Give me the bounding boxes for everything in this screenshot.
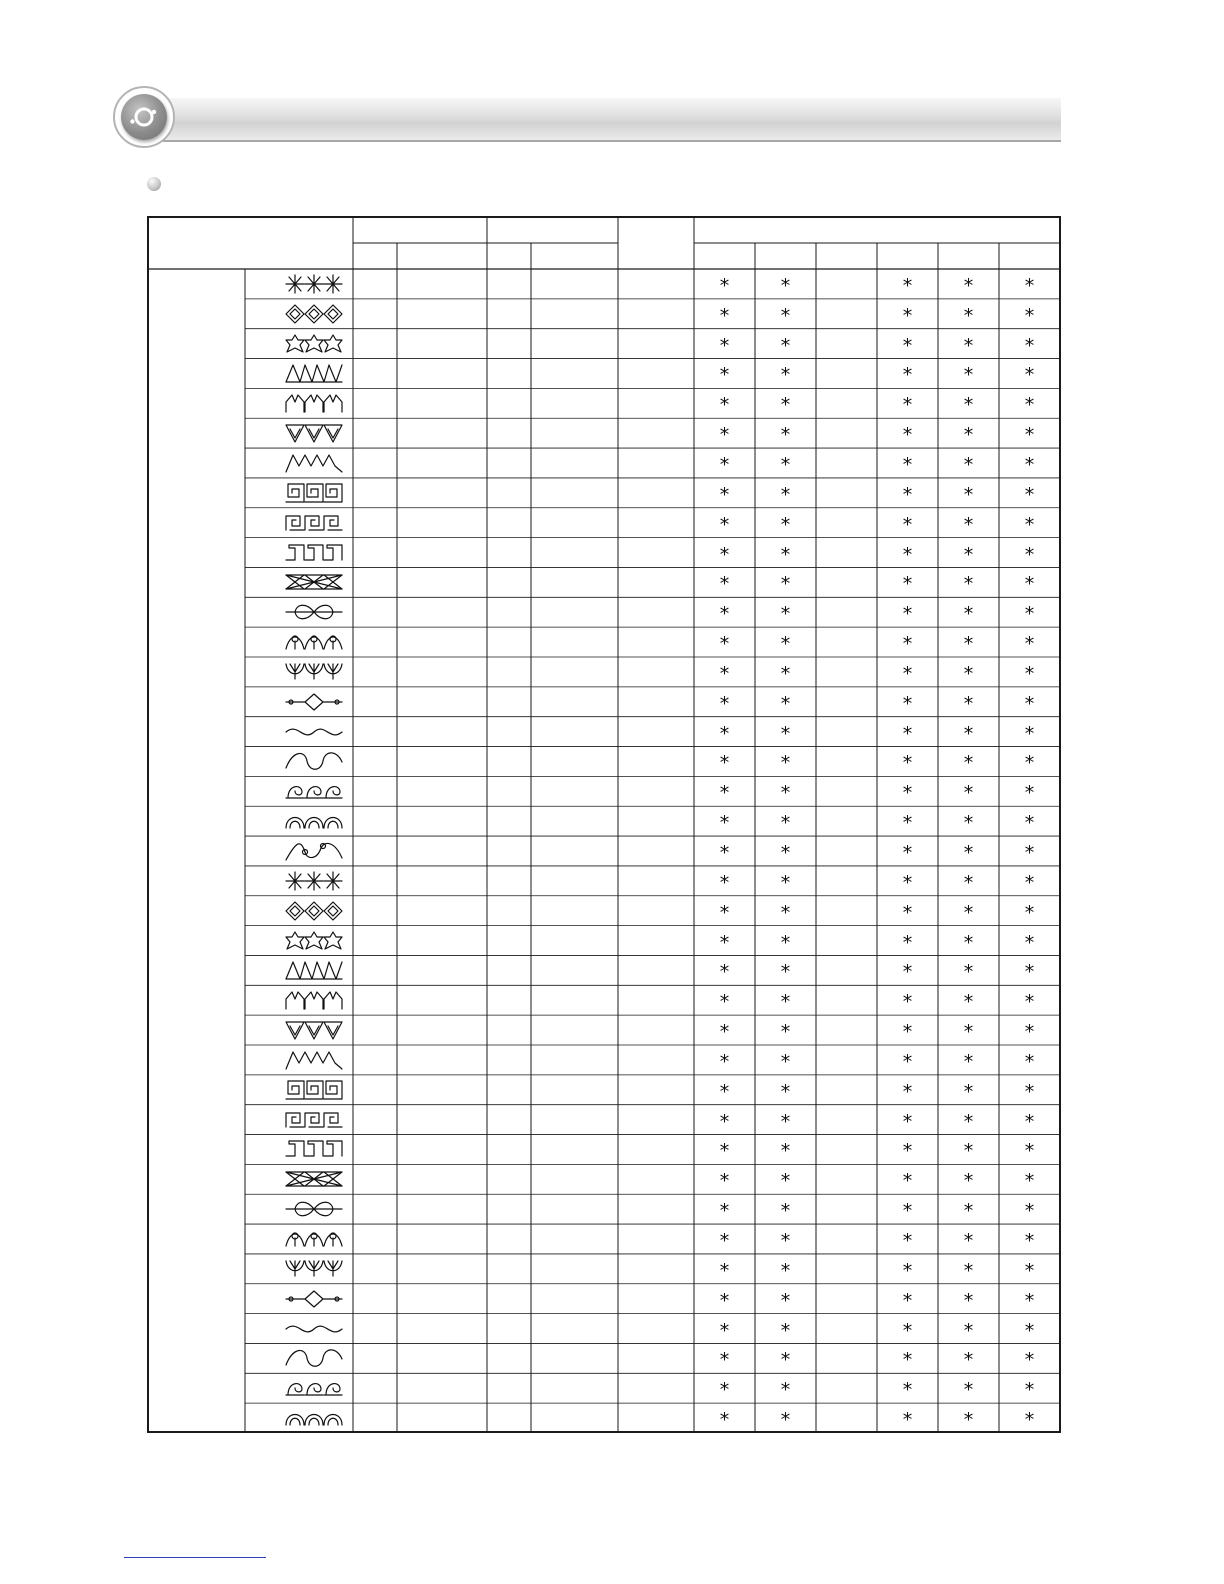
mark-cell: * (902, 424, 913, 447)
mark-cell: * (902, 543, 913, 566)
footer-underline[interactable] (124, 1557, 266, 1558)
arrow-bow-stitch-icon (283, 1077, 345, 1103)
mark-cell: * (902, 334, 913, 357)
mark-cell: * (780, 573, 791, 596)
mark-cell: * (1024, 633, 1035, 656)
mark-cell: * (963, 394, 974, 417)
curl-wave-stitch-icon (283, 838, 345, 864)
mark-cell: * (1024, 692, 1035, 715)
mark-cell: * (963, 483, 974, 506)
wave-stitch-icon (283, 808, 345, 834)
mark-cell: * (719, 842, 730, 864)
mark-cell: * (780, 1319, 791, 1342)
mark-cell: * (963, 603, 974, 626)
mark-cell: * (963, 304, 974, 327)
mark-cell: * (1024, 1050, 1035, 1073)
mark-cell: * (963, 1050, 974, 1073)
mark-cell: * (1024, 1409, 1035, 1432)
mark-cell: * (719, 991, 730, 1014)
mark-cell: * (780, 901, 791, 924)
mark-cell: * (902, 364, 913, 387)
mark-cell: * (1024, 842, 1035, 864)
mark-cell: * (1024, 1230, 1035, 1252)
mark-cell: * (902, 961, 913, 984)
mark-cell: * (719, 334, 730, 357)
mark-cell: * (780, 274, 791, 297)
section-banner (113, 86, 1061, 150)
mark-cell: * (1024, 573, 1035, 596)
mark-cell: * (1024, 1319, 1035, 1342)
mark-cell: * (719, 394, 730, 417)
zigzag-peaks-stitch-icon (283, 360, 345, 386)
mark-cell: * (719, 1289, 730, 1312)
loop-slant-stitch-icon (283, 987, 345, 1013)
mark-cell: * (719, 782, 730, 805)
knot-chain-stitch-icon (283, 868, 345, 894)
leaf-pair-stitch-icon (283, 1256, 345, 1282)
mark-cell: * (902, 1170, 913, 1193)
tulip-cups-stitch-icon (283, 659, 345, 685)
triangle-band-stitch-icon (283, 420, 345, 446)
mark-cell: * (780, 603, 791, 626)
mark-cell: * (1024, 991, 1035, 1014)
flower-sprig-stitch-icon (283, 1286, 345, 1312)
mark-cell: * (1024, 304, 1035, 327)
interlock-key-stitch-icon (283, 510, 345, 536)
mark-cell: * (780, 304, 791, 327)
mark-cell: * (902, 1319, 913, 1342)
mark-cell: * (963, 722, 974, 745)
mark-cell: * (902, 692, 913, 715)
mark-cell: * (902, 752, 913, 775)
mark-cell: * (719, 1200, 730, 1223)
mark-cell: * (1024, 812, 1035, 835)
mark-cell: * (1024, 454, 1035, 476)
mark-cell: * (963, 901, 974, 924)
mark-cell: * (902, 483, 913, 506)
mark-cell: * (780, 513, 791, 536)
mark-cell: * (719, 1140, 730, 1163)
feather-stitch-2-stitch-icon (283, 1166, 345, 1192)
mark-cell: * (963, 1230, 974, 1252)
mark-cell: * (719, 871, 730, 894)
mark-cell: * (719, 692, 730, 715)
mark-cell: * (1024, 424, 1035, 447)
mark-cell: * (780, 364, 791, 387)
mark-cell: * (902, 513, 913, 536)
mark-cell: * (902, 274, 913, 297)
mark-cell: * (1024, 603, 1035, 626)
mark-cell: * (780, 1200, 791, 1223)
mark-cell: * (902, 1080, 913, 1103)
solid-leaf-stitch-icon (283, 1405, 345, 1431)
mark-cell: * (963, 424, 974, 447)
mark-cell: * (1024, 1140, 1035, 1163)
mark-cell: * (780, 871, 791, 894)
mark-cell: * (963, 364, 974, 387)
mark-cell: * (780, 1289, 791, 1312)
arch-bell-stitch-icon (283, 1107, 345, 1133)
mark-cell: * (719, 603, 730, 626)
mark-cell: * (963, 692, 974, 715)
mark-cell: * (902, 871, 913, 894)
mark-cell: * (780, 1110, 791, 1133)
mark-cell: * (902, 1289, 913, 1312)
mark-cell: * (780, 961, 791, 984)
mark-cell: * (1024, 1021, 1035, 1044)
cup-scallop-stitch-icon (283, 898, 345, 924)
fern-leaf-stitch-icon (283, 1196, 345, 1222)
flower-vine-stitch-icon (283, 1345, 345, 1371)
mark-cell: * (963, 991, 974, 1014)
mark-cell: * (780, 424, 791, 447)
mark-cell: * (1024, 1289, 1035, 1312)
mark-cell: * (780, 782, 791, 805)
spiral-s-stitch-icon (283, 778, 345, 804)
mark-cell: * (963, 1110, 974, 1133)
mark-cell: * (719, 1021, 730, 1044)
mark-cell: * (719, 633, 730, 656)
mark-cell: * (780, 1170, 791, 1193)
loop-up-stitch-icon (283, 957, 345, 983)
mark-cell: * (963, 752, 974, 775)
mark-cell: * (963, 1170, 974, 1193)
tulip-sprig-stitch-icon (283, 1316, 345, 1342)
cross-hatch-stitch-icon (283, 569, 345, 595)
mark-cell: * (902, 1259, 913, 1282)
mark-cell: * (719, 424, 730, 447)
mark-cell: * (963, 1289, 974, 1312)
mark-cell: * (719, 752, 730, 775)
mark-cell: * (963, 812, 974, 835)
mark-cell: * (1024, 1349, 1035, 1372)
mark-cell: * (719, 274, 730, 297)
mark-cell: * (780, 1021, 791, 1044)
mark-cell: * (963, 961, 974, 984)
feather-stitch-stitch-icon (283, 1136, 345, 1162)
mark-cell: * (1024, 1259, 1035, 1282)
mark-cell: * (1024, 1080, 1035, 1103)
mark-cell: * (902, 573, 913, 596)
star-outline-stitch-icon (283, 331, 345, 357)
mark-cell: * (780, 454, 791, 476)
mark-cell: * (902, 1379, 913, 1402)
mark-cell: * (780, 1259, 791, 1282)
mark-cell: * (719, 1080, 730, 1103)
mark-cell: * (902, 842, 913, 864)
mark-cell: * (719, 513, 730, 536)
mark-cell: * (963, 1379, 974, 1402)
scroll-ornament-stitch-icon (283, 599, 345, 625)
mark-cell: * (1024, 752, 1035, 775)
mark-cell: * (963, 1021, 974, 1044)
mark-cell: * (719, 1170, 730, 1193)
mark-cell: * (902, 1409, 913, 1432)
mark-cell: * (719, 662, 730, 685)
mark-cell: * (1024, 1379, 1035, 1402)
mark-cell: * (719, 1110, 730, 1133)
mark-cell: * (963, 543, 974, 566)
mark-cell: * (780, 1140, 791, 1163)
mark-cell: * (902, 1021, 913, 1044)
mark-cell: * (719, 931, 730, 954)
asterisk-stars-stitch-icon (283, 271, 345, 297)
mark-cell: * (1024, 334, 1035, 357)
mark-cell: * (1024, 1200, 1035, 1223)
swirl-sprig-stitch-icon (283, 1375, 345, 1401)
mark-cell: * (780, 931, 791, 954)
mark-cell: * (963, 1259, 974, 1282)
mark-cell: * (963, 1319, 974, 1342)
mark-cell: * (719, 812, 730, 835)
mark-cell: * (1024, 931, 1035, 954)
mark-cell: * (1024, 662, 1035, 685)
mark-cell: * (902, 931, 913, 954)
loop-garland-stitch-icon (283, 629, 345, 655)
mark-cell: * (1024, 1110, 1035, 1133)
stitch-table (147, 216, 1061, 1433)
mark-cell: * (719, 1230, 730, 1252)
bead-diamond-stitch-icon (283, 689, 345, 715)
mark-cell: * (780, 1050, 791, 1073)
mark-cell: * (902, 1230, 913, 1252)
mark-cell: * (963, 1349, 974, 1372)
mark-cell: * (780, 543, 791, 566)
mark-cell: * (963, 1140, 974, 1163)
mark-cell: * (780, 722, 791, 745)
herringbone-stitch-icon (283, 1226, 345, 1252)
mark-cell: * (1024, 1170, 1035, 1193)
mark-cell: * (963, 871, 974, 894)
diamond-lattice-stitch-icon (283, 301, 345, 327)
mark-cell: * (1024, 274, 1035, 297)
mark-cell: * (780, 394, 791, 417)
mark-cell: * (719, 454, 730, 476)
mark-cell: * (902, 1050, 913, 1073)
mark-cell: * (780, 334, 791, 357)
mark-cell: * (963, 1409, 974, 1432)
mark-cell: * (963, 334, 974, 357)
mark-cell: * (719, 1259, 730, 1282)
mark-cell: * (902, 1200, 913, 1223)
mark-cell: * (1024, 483, 1035, 506)
mark-cell: * (780, 812, 791, 835)
mark-cell: * (719, 304, 730, 327)
mark-cell: * (719, 1379, 730, 1402)
mark-cell: * (780, 1230, 791, 1252)
mark-cell: * (719, 573, 730, 596)
mark-cell: * (719, 483, 730, 506)
mark-cell: * (719, 364, 730, 387)
mark-cell: * (963, 842, 974, 864)
mark-cell: * (963, 1200, 974, 1223)
mark-cell: * (780, 662, 791, 685)
mark-cell: * (963, 513, 974, 536)
mark-cell: * (902, 603, 913, 626)
mark-cell: * (1024, 961, 1035, 984)
mark-cell: * (963, 633, 974, 656)
mark-cell: * (780, 752, 791, 775)
mark-cell: * (902, 454, 913, 476)
meander-wave-stitch-icon (283, 1017, 345, 1043)
mark-cell: * (719, 1409, 730, 1432)
mark-cell: * (1024, 722, 1035, 745)
mark-cell: * (780, 842, 791, 864)
mark-cell: * (1024, 901, 1035, 924)
mark-cell: * (902, 1349, 913, 1372)
mark-cell: * (963, 1080, 974, 1103)
mark-cell: * (1024, 871, 1035, 894)
mark-cell: * (902, 633, 913, 656)
mark-cell: * (780, 1349, 791, 1372)
mark-cell: * (902, 1140, 913, 1163)
mark-cell: * (719, 901, 730, 924)
mark-cell: * (780, 633, 791, 656)
step-key-stitch-icon (283, 540, 345, 566)
bow-tie-stitch-icon (283, 1047, 345, 1073)
ring-scallop-stitch-icon (283, 928, 345, 954)
mark-cell: * (780, 1080, 791, 1103)
mark-cell: * (719, 961, 730, 984)
mark-cell: * (963, 662, 974, 685)
chevron-zigzag-stitch-icon (283, 450, 345, 476)
mark-cell: * (902, 782, 913, 805)
mark-cell: * (719, 543, 730, 566)
mark-cell: * (902, 662, 913, 685)
leaf-peaks-stitch-icon (283, 390, 345, 416)
mark-cell: * (963, 782, 974, 805)
mark-cell: * (1024, 543, 1035, 566)
mark-cell: * (902, 394, 913, 417)
mark-cell: * (1024, 513, 1035, 536)
mark-cell: * (1024, 394, 1035, 417)
mark-cell: * (780, 1409, 791, 1432)
mark-cell: * (719, 722, 730, 745)
mark-cell: * (719, 1319, 730, 1342)
disc-emblem-icon (113, 86, 175, 148)
mark-cell: * (902, 1110, 913, 1133)
mark-cell: * (780, 1379, 791, 1402)
mark-cell: * (902, 304, 913, 327)
mark-cell: * (780, 991, 791, 1014)
mark-cell: * (719, 1050, 730, 1073)
mark-cell: * (963, 573, 974, 596)
bracket-loops-stitch-icon (283, 748, 345, 774)
mark-cell: * (719, 1349, 730, 1372)
mark-cell: * (902, 812, 913, 835)
mark-cell: * (780, 483, 791, 506)
mark-cell: * (780, 692, 791, 715)
section-bullet-icon (147, 177, 161, 191)
mark-cell: * (963, 931, 974, 954)
mark-cell: * (902, 991, 913, 1014)
mark-cell: * (902, 901, 913, 924)
banner-bar (143, 98, 1061, 142)
bead-flower-stitch-icon (283, 719, 345, 745)
mark-cell: * (963, 274, 974, 297)
mark-cell: * (902, 722, 913, 745)
mark-cell: * (963, 454, 974, 476)
greek-key-stitch-icon (283, 480, 345, 506)
mark-cell: * (1024, 782, 1035, 805)
mark-cell: * (1024, 364, 1035, 387)
